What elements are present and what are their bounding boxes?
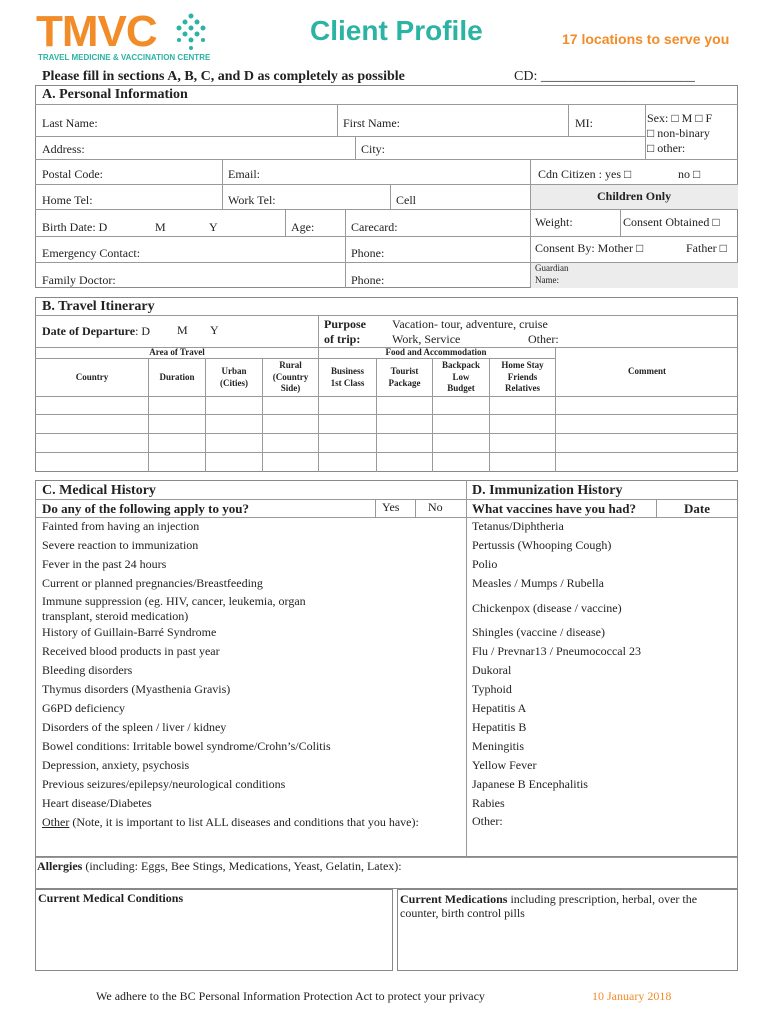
col-tourist: Tourist Package [388, 366, 421, 388]
section-c-title: C. Medical History [42, 483, 156, 498]
cell-field[interactable]: Cell [396, 193, 416, 207]
allergies-field[interactable]: Allergies (including: Eggs, Bee Stings, Medications, Yeast, Gelatin, Latex): [37, 859, 402, 873]
col-backpack: Backpack Low Budget [441, 360, 480, 394]
medical-item[interactable]: Severe reaction to immunization [42, 538, 199, 552]
family-doctor-field[interactable]: Family Doctor: [42, 273, 116, 287]
medical-item[interactable]: Thymus disorders (Myasthenia Gravis) [42, 682, 231, 696]
cdn-citizen-no[interactable]: no □ [678, 167, 701, 181]
medical-item[interactable]: Previous seizures/epilepsy/neurological conditions [42, 777, 286, 791]
logo [36, 8, 226, 64]
doctor-phone-field[interactable]: Phone: [351, 273, 385, 287]
medical-item[interactable]: Disorders of the spleen / liver / kidney [42, 720, 227, 734]
sex-other[interactable]: □ other: [647, 141, 686, 155]
medical-item[interactable]: Fainted from having an injection [42, 519, 200, 533]
city-field[interactable]: City: [361, 142, 386, 156]
vaccine-item[interactable]: Measles / Mumps / Rubella [472, 576, 604, 590]
vaccine-item[interactable]: Meningitis [472, 739, 525, 753]
email-field[interactable]: Email: [228, 167, 260, 181]
vaccine-item[interactable]: Yellow Fever [472, 758, 537, 772]
vaccine-item[interactable]: Japanese B Encephalitis [472, 777, 588, 791]
mi-field[interactable]: MI: [575, 116, 593, 130]
home-tel-field[interactable]: Home Tel: [42, 193, 93, 207]
itinerary-row[interactable] [36, 397, 737, 414]
consent-obtained-checkbox[interactable]: Consent Obtained □ [623, 215, 720, 229]
logo-text: TMVC [36, 7, 157, 56]
privacy-notice: We adhere to the BC Personal Information Protection Act to protect your privacy [96, 989, 485, 1003]
vaccine-item[interactable]: Flu / Prevnar13 / Pneumococcal 23 [472, 644, 641, 658]
section-a-title: A. Personal Information [42, 87, 188, 102]
weight-field[interactable]: Weight: [535, 215, 573, 229]
departure-month: M [177, 323, 188, 337]
allergies-box [35, 857, 738, 889]
consent-by-mother[interactable]: Consent By: Mother □ [535, 241, 644, 255]
medical-item[interactable]: G6PD deficiency [42, 701, 125, 715]
age-field[interactable]: Age: [291, 220, 315, 234]
medical-item[interactable]: Received blood products in past year [42, 644, 220, 658]
logo-subtitle: TRAVEL MEDICINE & VACCINATION CENTRE [38, 53, 211, 62]
cd-field[interactable]: CD: ______________________ [514, 69, 695, 84]
page-title: Client Profile [310, 15, 483, 46]
col-home-stay: Home Stay Friends Relatives [501, 360, 544, 394]
vaccine-item[interactable]: Tetanus/Diphtheria [472, 519, 564, 533]
vaccine-question: What vaccines have you had? [472, 501, 636, 516]
current-medications-note: counter, birth control pills [400, 906, 525, 920]
guardian-label: Guardian [535, 263, 569, 273]
departure-year: Y [210, 323, 219, 337]
purpose-other-field[interactable]: Other: [528, 332, 559, 346]
vaccine-item[interactable]: Chickenpox (disease / vaccine) [472, 601, 622, 615]
medical-question: Do any of the following apply to you? [42, 501, 249, 516]
children-only-label: Children Only [597, 189, 672, 203]
vaccine-item[interactable]: Typhoid [472, 682, 512, 696]
vaccine-item[interactable]: Polio [472, 557, 498, 571]
purpose-option-work[interactable]: Work, Service [392, 332, 461, 346]
medical-item[interactable]: Bowel conditions: Irritable bowel syndrome/Crohn’s/Colitis [42, 739, 331, 753]
medical-item[interactable]: Fever in the past 24 hours [42, 557, 167, 571]
date-column-header: Date [684, 501, 710, 516]
vaccine-item[interactable]: Dukoral [472, 663, 512, 677]
birth-date-field[interactable]: Birth Date: D [42, 220, 108, 234]
first-name-field[interactable]: First Name: [343, 116, 400, 130]
medical-item[interactable]: Bleeding disorders [42, 663, 133, 677]
diamond-dots-icon [171, 12, 211, 52]
section-b-title: B. Travel Itinerary [42, 299, 155, 314]
col-urban: Urban (Cities) [220, 366, 248, 388]
col-country: Country [75, 372, 109, 382]
area-of-travel-header: Area of Travel [149, 347, 205, 357]
locations-tagline: 17 locations to serve you [562, 31, 730, 47]
instructions: Please fill in sections A, B, C, and D as completely as possible [42, 69, 405, 84]
sex-checkboxes[interactable]: Sex: □ M □ F [647, 111, 713, 125]
work-tel-field[interactable]: Work Tel: [228, 193, 276, 207]
itinerary-row[interactable] [36, 415, 737, 433]
itinerary-row[interactable] [36, 434, 737, 452]
birth-month: M [155, 220, 166, 234]
yes-column-header: Yes [382, 500, 400, 514]
vaccine-item[interactable]: Hepatitis B [472, 720, 527, 734]
food-accommodation-header: Food and Accommodation [385, 347, 487, 357]
emergency-contact-field[interactable]: Emergency Contact: [42, 246, 141, 260]
vaccine-item[interactable]: Shingles (vaccine / disease) [472, 625, 605, 639]
section-d-title: D. Immunization History [472, 483, 623, 498]
vaccine-item[interactable]: Pertussis (Whooping Cough) [472, 538, 612, 552]
col-rural: Rural (Country Side) [272, 360, 309, 394]
col-duration: Duration [159, 372, 195, 382]
postal-code-field[interactable]: Postal Code: [42, 167, 104, 181]
address-field[interactable]: Address: [42, 142, 85, 156]
guardian-name-field[interactable]: Name: [535, 275, 559, 285]
medical-item-cont: transplant, steroid medication) [42, 609, 189, 623]
birth-year: Y [209, 220, 218, 234]
medical-item[interactable]: Depression, anxiety, psychosis [42, 758, 190, 772]
no-column-header: No [428, 500, 443, 514]
carecard-field[interactable]: Carecard: [351, 220, 398, 234]
purpose-label: Purpose [324, 317, 366, 331]
cdn-citizen-yes[interactable]: Cdn Citizen : yes □ [538, 167, 632, 181]
emergency-phone-field[interactable]: Phone: [351, 246, 385, 260]
form-date: 10 January 2018 [592, 989, 672, 1003]
medical-item[interactable]: Heart disease/Diabetes [42, 796, 152, 810]
medical-item[interactable]: Current or planned pregnancies/Breastfeeding [42, 576, 263, 590]
current-conditions-label: Current Medical Conditions [38, 891, 184, 905]
itinerary-row[interactable] [36, 453, 737, 471]
col-business: Business 1st Class [330, 366, 365, 388]
col-comment: Comment [628, 366, 666, 376]
vaccine-item[interactable]: Rabies [472, 796, 505, 810]
consent-by-father[interactable]: Father □ [686, 241, 727, 255]
medical-item[interactable]: History of Guillain-Barré Syndrome [42, 625, 217, 639]
purpose-option-vacation[interactable]: Vacation- tour, adventure, cruise [392, 317, 548, 331]
vaccine-item[interactable]: Hepatitis A [472, 701, 527, 715]
medical-other-field[interactable]: Other (Note, it is important to list ALL diseases and conditions that you have): [42, 815, 419, 829]
last-name-field[interactable]: Last Name: [42, 116, 98, 130]
medical-item[interactable]: Immune suppression (eg. HIV, cancer, leukemia, organ [42, 594, 306, 608]
current-medications-label: Current Medications including prescription, herbal, over the [400, 892, 698, 906]
departure-date-field[interactable]: Date of Departure: D [42, 324, 151, 338]
purpose-label-2: of trip: [324, 332, 361, 346]
vaccine-item[interactable]: Other: [472, 814, 503, 828]
sex-non-binary[interactable]: □ non-binary [647, 126, 710, 140]
